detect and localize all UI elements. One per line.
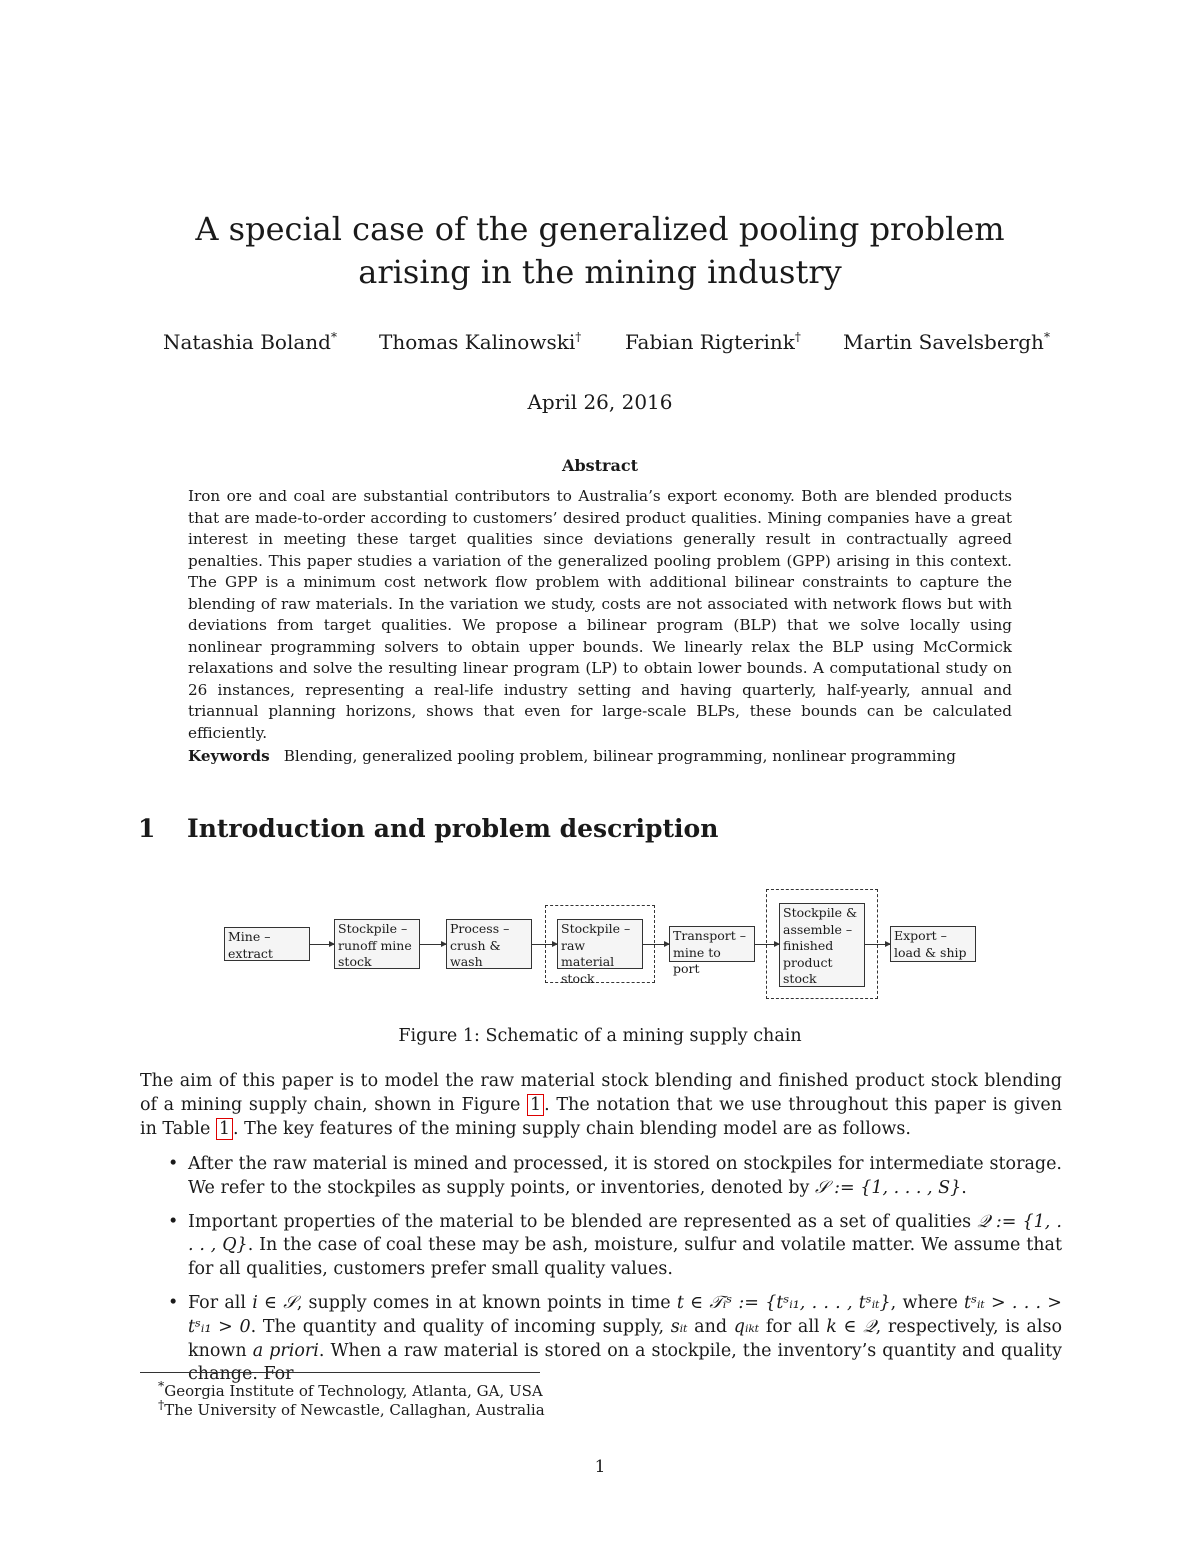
publication-date: April 26, 2016 [527,390,673,414]
figure-box-process: Process – crush & wash [446,919,532,969]
figure-box-runoff-stockpile: Stockpile – runoff mine stock [334,919,420,969]
keywords-label: Keywords [188,747,270,765]
page-number: 1 [594,1457,606,1477]
figure-box-raw-stockpile: Stockpile – raw material stock [557,919,643,969]
table-ref-link[interactable]: 1 [216,1118,233,1140]
flow-arrow [420,944,446,945]
list-item: • For all i ∈ 𝒮, supply comes in at known points in time t ∈ 𝒯ᵢˢ := {tˢᵢ₁, . . . , tˢᵢₜ}, where tˢᵢₜ > . . . > tˢᵢ₁ > 0. The quantity and quality of incoming supply, sᵢₜ and qᵢₖₜ for all k ∈ 𝒬, respectively, is also known a priori. When a raw material is stored on a stockpile, the inventory’s quantity and quality change. For [164,1292,1062,1387]
author: Thomas Kalinowski† [379,330,582,354]
footnote: †The University of Newcastle, Callaghan, Australia [158,1397,545,1419]
flow-arrow [310,944,334,945]
flow-arrow [532,944,557,945]
intro-paragraph: The aim of this paper is to model the raw material stock blending and finished product stock blending of a mining supply chain, shown in Figure 1 . The notation that we use throughout this paper is given in Table 1 . The key features of the mining supply chain blending model are as follows. [140,1071,1062,1139]
abstract-heading: Abstract [562,456,638,475]
figure-box-export: Export – load & ship [890,926,976,962]
author: Natashia Boland* [163,330,337,354]
list-item: • Important properties of the material to be blended are represented as a set of qualities 𝒬 := {1, . . . , Q}. In the case of coal these may be ash, moisture, sulfur and volatile matter. We assume that for all qualities, customers prefer small quality values. [164,1211,1062,1282]
abstract-text: Iron ore and coal are substantial contributors to Australia’s export economy. Both are blended products that are made-to-order according to customers’ desired product qualities. Mining companies have a great interest in meeting these target qualities since deviations generally result in contractually agreed penalties. This paper studies a variation of the generalized pooling problem (GPP) arising in this context. The GPP is a minimum cost network flow problem with additional bilinear constraints to capture the blending of raw materials. In the variation we study, costs are not associated with network flows but with deviations from target qualities. We propose a bilinear program (BLP) that we solve locally using nonlinear programming solvers to obtain upper bounds. We linearly relax the BLP using McCormick relaxations and solve the resulting linear program (LP) to obtain lower bounds. A computational study on 26 instances, representing a real-life industry setting and having quarterly, half-yearly, annual and triannual planning horizons, shows that even for large-scale BLPs, these bounds can be calculated efficiently. [188,487,1012,742]
footnote-rule [140,1372,540,1373]
author: Fabian Rigterink† [625,330,801,354]
flow-arrow [865,944,890,945]
list-item: • After the raw material is mined and processed, it is stored on stockpiles for intermediate storage. We refer to the stockpiles as supply points, or inventories, denoted by 𝒮 := {1, . . . , S}. [164,1153,1062,1201]
author: Martin Savelsbergh* [843,330,1050,354]
feature-list [164,1153,1062,1397]
section-title: Introduction and problem description [187,814,719,843]
figure-ref-link[interactable]: 1 [527,1094,544,1116]
figure-box-mine: Mine – extract [224,927,310,961]
footnote: *Georgia Institute of Technology, Atlanta, GA, USA [158,1378,543,1400]
flow-arrow [755,944,779,945]
figure-caption: Figure 1: Schematic of a mining supply chain [398,1026,802,1046]
flow-arrow [643,944,669,945]
figure-box-transport: Transport – mine to port [669,926,755,962]
figure-box-finished-stockpile: Stockpile & assemble – finished product stock [779,903,865,987]
title-line-1: A special case of the generalized pooling problem [195,210,1005,248]
keywords-text: Blending, generalized pooling problem, bilinear programming, nonlinear programming [283,747,956,765]
title-line-2: arising in the mining industry [358,253,842,291]
section-number: 1 [138,814,156,843]
